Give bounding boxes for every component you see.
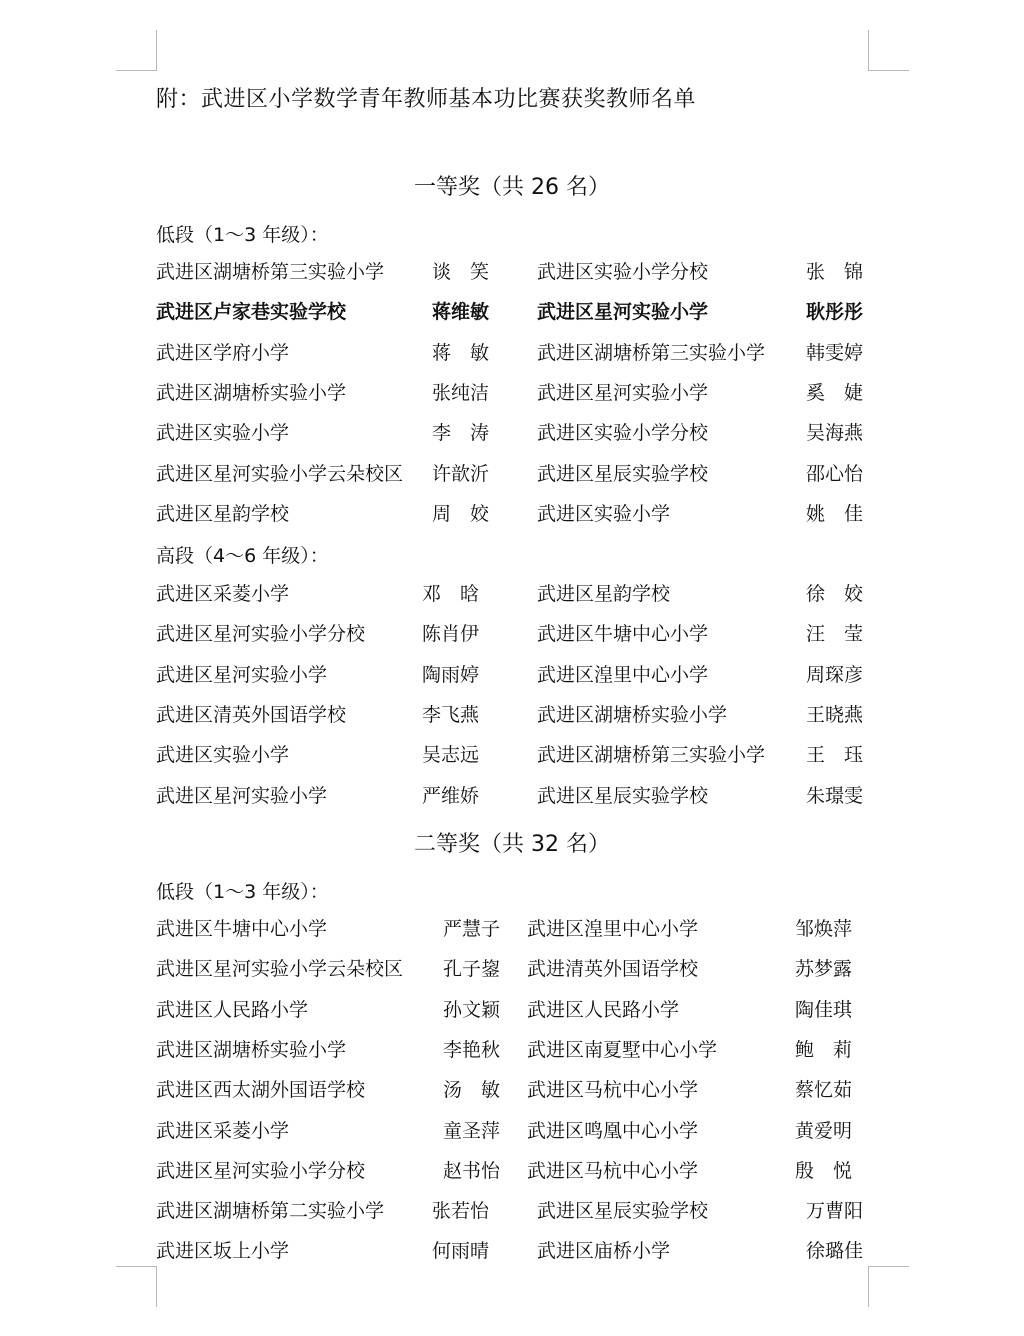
name-cell: 张纯洁 xyxy=(432,381,490,404)
school-cell: 武进区学府小学 xyxy=(156,341,290,364)
name-cell: 李艳秋 xyxy=(443,1038,501,1061)
name-cell: 邓 晗 xyxy=(422,583,480,605)
school-cell: 武进区湖塘桥第二实验小学 xyxy=(156,1200,385,1222)
school-cell: 武进区星辰实验学校 xyxy=(537,462,709,485)
name-cell: 孔子鋆 xyxy=(443,958,501,981)
name-cell: 徐璐佳 xyxy=(806,1240,864,1263)
crop-mark-bottom-left xyxy=(116,1266,157,1307)
school-cell: 武进区湖塘桥第三实验小学 xyxy=(156,261,385,283)
document-title: 附：武进区小学数学青年教师基本功比赛获奖教师名单 xyxy=(156,87,697,112)
name-cell: 陶佳琪 xyxy=(795,998,853,1021)
table-row xyxy=(0,995,1024,1025)
school-cell: 武进区马杭中心小学 xyxy=(527,1159,699,1182)
first-prize-low-label: 低段（1～3 年级）： xyxy=(156,224,329,246)
name-cell: 黄爱明 xyxy=(795,1119,853,1142)
name-cell: 韩雯婷 xyxy=(806,341,864,364)
name-cell: 鲍 莉 xyxy=(795,1038,853,1061)
crop-mark-bottom-right xyxy=(868,1266,909,1307)
name-cell: 张 锦 xyxy=(806,261,864,283)
name-cell: 赵书怡 xyxy=(443,1159,501,1182)
name-cell: 朱璟雯 xyxy=(806,784,864,807)
name-cell: 吴海燕 xyxy=(806,422,864,445)
name-cell: 殷 悦 xyxy=(795,1159,853,1182)
table-row xyxy=(0,660,1024,690)
school-cell: 武进清英外国语学校 xyxy=(527,958,699,981)
table-row xyxy=(0,418,1024,448)
name-cell: 孙文颖 xyxy=(443,998,501,1021)
table-row xyxy=(0,378,1024,408)
school-cell: 武进区实验小学 xyxy=(156,744,290,767)
name-cell: 陈肖伊 xyxy=(422,623,480,646)
table-row xyxy=(0,781,1024,811)
school-cell: 武进区湖塘桥第三实验小学 xyxy=(537,744,766,767)
school-cell: 武进区采菱小学 xyxy=(156,1119,290,1142)
school-cell: 武进区湟里中心小学 xyxy=(537,663,709,686)
school-cell: 武进区庙桥小学 xyxy=(537,1240,671,1263)
school-cell: 武进区清英外国语学校 xyxy=(156,703,347,726)
name-cell: 王晓燕 xyxy=(806,703,864,726)
school-cell: 武进区湖塘桥实验小学 xyxy=(156,381,347,404)
school-cell: 武进区鸣凰中心小学 xyxy=(527,1119,699,1142)
table-row xyxy=(0,297,1024,327)
name-cell: 邵心怡 xyxy=(806,462,864,485)
school-cell: 武进区坂上小学 xyxy=(156,1240,290,1263)
table-row xyxy=(0,1116,1024,1146)
crop-mark-top-right xyxy=(868,30,909,71)
name-cell: 姚 佳 xyxy=(806,502,864,525)
table-row xyxy=(0,1035,1024,1065)
name-cell: 严慧子 xyxy=(443,918,501,940)
name-cell: 谈 笑 xyxy=(432,261,490,283)
table-row xyxy=(0,914,1024,944)
name-cell: 奚 婕 xyxy=(806,381,864,404)
name-cell: 汪 莹 xyxy=(806,623,864,646)
school-cell: 武进区星河实验小学云朵校区 xyxy=(156,958,404,981)
name-cell: 周琛彦 xyxy=(806,663,864,686)
school-cell: 武进区南夏墅中心小学 xyxy=(527,1038,718,1061)
name-cell: 吴志远 xyxy=(422,744,480,767)
name-cell: 蒋 敏 xyxy=(432,341,490,364)
name-cell: 汤 敏 xyxy=(443,1079,501,1102)
name-cell: 徐 姣 xyxy=(806,583,864,605)
table-row xyxy=(0,619,1024,649)
name-cell: 邹焕萍 xyxy=(795,918,853,940)
school-cell: 武进区实验小学 xyxy=(156,422,290,445)
school-cell: 武进区星河实验小学 xyxy=(537,301,709,324)
table-row xyxy=(0,1236,1024,1266)
name-cell: 何雨晴 xyxy=(432,1240,490,1263)
school-cell: 武进区西太湖外国语学校 xyxy=(156,1079,366,1102)
school-cell: 武进区星辰实验学校 xyxy=(537,784,709,807)
first-prize-heading: 一等奖（共 26 名） xyxy=(414,175,610,200)
name-cell: 蔡忆茹 xyxy=(795,1079,853,1102)
table-row xyxy=(0,954,1024,984)
table-row xyxy=(0,579,1024,609)
name-cell: 耿彤彤 xyxy=(806,301,864,324)
school-cell: 武进区星河实验小学云朵校区 xyxy=(156,462,404,485)
name-cell: 童圣萍 xyxy=(443,1119,501,1142)
school-cell: 武进区星河实验小学 xyxy=(537,381,709,404)
name-cell: 蒋维敏 xyxy=(432,301,490,324)
table-row xyxy=(0,459,1024,489)
school-cell: 武进区实验小学 xyxy=(537,502,671,525)
table-row xyxy=(0,1075,1024,1105)
school-cell: 武进区湟里中心小学 xyxy=(527,918,699,940)
school-cell: 武进区卢家巷实验学校 xyxy=(156,301,347,324)
name-cell: 王 珏 xyxy=(806,744,864,767)
school-cell: 武进区马杭中心小学 xyxy=(527,1079,699,1102)
first-prize-high-label: 高段（4～6 年级）： xyxy=(156,545,329,567)
school-cell: 武进区星河实验小学分校 xyxy=(156,1159,366,1182)
school-cell: 武进区实验小学分校 xyxy=(537,422,709,445)
school-cell: 武进区实验小学分校 xyxy=(537,261,709,283)
school-cell: 武进区湖塘桥实验小学 xyxy=(156,1038,347,1061)
table-row xyxy=(0,740,1024,770)
name-cell: 李飞燕 xyxy=(422,703,480,726)
name-cell: 严维娇 xyxy=(422,784,480,807)
school-cell: 武进区采菱小学 xyxy=(156,583,290,605)
school-cell: 武进区湖塘桥第三实验小学 xyxy=(537,341,766,364)
table-row xyxy=(0,257,1024,287)
name-cell: 李 涛 xyxy=(432,422,490,445)
table-row xyxy=(0,1196,1024,1226)
name-cell: 周 姣 xyxy=(432,502,490,525)
school-cell: 武进区星韵学校 xyxy=(537,583,671,605)
school-cell: 武进区人民路小学 xyxy=(527,998,680,1021)
school-cell: 武进区湖塘桥实验小学 xyxy=(537,703,728,726)
table-row xyxy=(0,499,1024,529)
name-cell: 万曹阳 xyxy=(806,1200,864,1222)
table-row xyxy=(0,338,1024,368)
second-prize-heading: 二等奖（共 32 名） xyxy=(414,832,610,857)
school-cell: 武进区牛塘中心小学 xyxy=(537,623,709,646)
name-cell: 张若怡 xyxy=(432,1200,490,1222)
crop-mark-top-left xyxy=(116,30,157,71)
school-cell: 武进区星河实验小学分校 xyxy=(156,623,366,646)
table-row xyxy=(0,1156,1024,1186)
school-cell: 武进区星河实验小学 xyxy=(156,784,328,807)
school-cell: 武进区人民路小学 xyxy=(156,998,309,1021)
school-cell: 武进区牛塘中心小学 xyxy=(156,918,328,940)
name-cell: 陶雨婷 xyxy=(422,663,480,686)
second-prize-low-label: 低段（1～3 年级）： xyxy=(156,881,329,903)
school-cell: 武进区星辰实验学校 xyxy=(537,1200,709,1222)
school-cell: 武进区星河实验小学 xyxy=(156,663,328,686)
table-row xyxy=(0,700,1024,730)
name-cell: 苏梦露 xyxy=(795,958,853,981)
school-cell: 武进区星韵学校 xyxy=(156,502,290,525)
name-cell: 许歆沂 xyxy=(432,462,490,485)
